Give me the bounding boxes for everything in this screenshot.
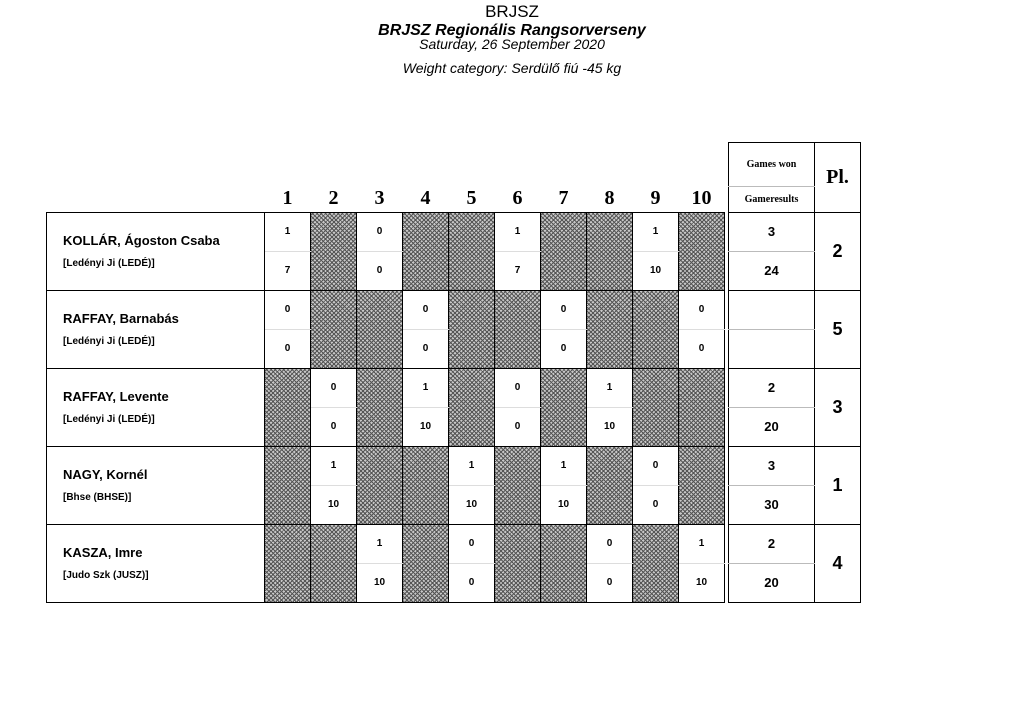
no-match-cell <box>265 368 311 446</box>
player-cell <box>47 524 265 602</box>
no-match-cell <box>679 446 725 524</box>
no-match-cell <box>311 212 357 290</box>
player-row <box>47 524 861 563</box>
player-name: RAFFAY, Barnabás <box>63 311 179 326</box>
match-score-value: 10 <box>587 407 633 446</box>
no-match-cell <box>633 290 679 368</box>
round-header: 10 <box>691 186 712 209</box>
no-match-cell <box>633 524 679 602</box>
match-win-value: 0 <box>495 368 541 407</box>
games-won-value <box>729 290 815 329</box>
match-score-value: 10 <box>311 485 357 524</box>
no-match-cell <box>265 446 311 524</box>
round-header: 3 <box>374 186 385 209</box>
round-header: 1 <box>282 186 293 209</box>
round-header: 4 <box>420 186 431 209</box>
match-win-value: 0 <box>679 290 725 329</box>
match-win-value: 0 <box>357 212 403 251</box>
gameresults-header: Gameresults <box>729 187 815 213</box>
gameresults-value: 24 <box>729 251 815 290</box>
no-match-cell <box>679 212 725 290</box>
match-win-value: 1 <box>633 212 679 251</box>
no-match-cell <box>357 290 403 368</box>
player-cell <box>47 212 265 290</box>
competition-date: Saturday, 26 September 2020 <box>419 36 605 52</box>
player-name: NAGY, Kornél <box>63 467 148 482</box>
games-won-value: 2 <box>729 368 815 407</box>
match-score-value: 0 <box>265 329 311 368</box>
no-match-cell <box>679 368 725 446</box>
player-row <box>47 446 861 485</box>
games-won-value: 2 <box>729 524 815 563</box>
match-win-value: 1 <box>495 212 541 251</box>
gameresults-value: 30 <box>729 485 815 524</box>
no-match-cell <box>541 524 587 602</box>
match-score-value: 10 <box>449 485 495 524</box>
no-match-cell <box>587 446 633 524</box>
player-club: [Ledényi Ji (LEDÉ)] <box>63 336 155 347</box>
player-name: RAFFAY, Levente <box>63 389 169 404</box>
round-header: 8 <box>604 186 615 209</box>
place-value: 1 <box>815 446 861 524</box>
match-win-value: 0 <box>449 524 495 563</box>
player-name: KOLLÁR, Ágoston Csaba <box>63 233 220 248</box>
no-match-cell <box>403 446 449 524</box>
competition-title: BRJSZ Regionális Rangsorverseny <box>378 22 646 39</box>
place-value: 4 <box>815 524 861 602</box>
no-match-cell <box>495 524 541 602</box>
no-match-cell <box>541 368 587 446</box>
no-match-cell <box>587 212 633 290</box>
player-club: [Ledényi Ji (LEDÉ)] <box>63 258 155 269</box>
player-club: [Judo Szk (JUSZ)] <box>63 570 149 581</box>
place-value: 2 <box>815 212 861 290</box>
games-won-value: 3 <box>729 446 815 485</box>
no-match-cell <box>311 290 357 368</box>
player-name: KASZA, Imre <box>63 545 143 560</box>
match-win-value: 1 <box>311 446 357 485</box>
match-win-value: 1 <box>357 524 403 563</box>
match-win-value: 1 <box>541 446 587 485</box>
match-win-value: 0 <box>265 290 311 329</box>
header-spacer <box>265 143 725 187</box>
match-score-value: 10 <box>541 485 587 524</box>
gameresults-value: 20 <box>729 563 815 602</box>
header-spacer <box>47 187 265 213</box>
no-match-cell <box>265 524 311 602</box>
games-won-value: 3 <box>729 212 815 251</box>
player-club: [Ledényi Ji (LEDÉ)] <box>63 414 155 425</box>
match-score-value: 0 <box>403 329 449 368</box>
match-win-value: 1 <box>449 446 495 485</box>
match-win-value: 0 <box>633 446 679 485</box>
weight-category: Weight category: Serdülő fiú -45 kg <box>402 60 622 76</box>
round-header: 7 <box>558 186 569 209</box>
no-match-cell <box>403 212 449 290</box>
no-match-cell <box>587 290 633 368</box>
round-robin-table <box>46 142 861 603</box>
gameresults-value <box>729 329 815 368</box>
player-cell <box>47 368 265 446</box>
match-win-value: 1 <box>265 212 311 251</box>
player-row <box>47 368 861 407</box>
round-header: 2 <box>328 186 339 209</box>
no-match-cell <box>495 290 541 368</box>
no-match-cell <box>541 212 587 290</box>
match-win-value: 1 <box>679 524 725 563</box>
no-match-cell <box>449 290 495 368</box>
match-win-value: 0 <box>311 368 357 407</box>
round-header: 9 <box>650 186 661 209</box>
gameresults-value: 20 <box>729 407 815 446</box>
player-cell <box>47 290 265 368</box>
match-win-value: 1 <box>403 368 449 407</box>
round-header: 6 <box>512 186 523 209</box>
player-club: [Bhse (BHSE)] <box>63 492 132 503</box>
place-value: 3 <box>815 368 861 446</box>
match-win-value: 1 <box>587 368 633 407</box>
match-score-value: 0 <box>449 563 495 602</box>
match-score-value: 0 <box>495 407 541 446</box>
match-score-value: 7 <box>265 251 311 290</box>
match-score-value: 0 <box>541 329 587 368</box>
no-match-cell <box>311 524 357 602</box>
match-score-value: 0 <box>587 563 633 602</box>
match-score-value: 7 <box>495 251 541 290</box>
no-match-cell <box>357 446 403 524</box>
no-match-cell <box>403 524 449 602</box>
match-score-value: 0 <box>679 329 725 368</box>
games-won-header: Games won <box>729 143 815 187</box>
match-score-value: 10 <box>679 563 725 602</box>
place-header: Pl. <box>815 143 861 213</box>
player-row <box>47 212 861 251</box>
match-score-value: 10 <box>357 563 403 602</box>
header-spacer <box>47 143 265 187</box>
no-match-cell <box>449 368 495 446</box>
match-score-value: 10 <box>403 407 449 446</box>
no-match-cell <box>357 368 403 446</box>
match-score-value: 10 <box>633 251 679 290</box>
match-score-value: 0 <box>633 485 679 524</box>
round-header: 5 <box>466 186 477 209</box>
player-cell <box>47 446 265 524</box>
no-match-cell <box>495 446 541 524</box>
organization-name: BRJSZ <box>485 2 539 21</box>
match-win-value: 0 <box>587 524 633 563</box>
match-win-value: 0 <box>403 290 449 329</box>
place-value: 5 <box>815 290 861 368</box>
match-score-value: 0 <box>357 251 403 290</box>
match-win-value: 0 <box>541 290 587 329</box>
match-score-value: 0 <box>311 407 357 446</box>
player-row <box>47 290 861 329</box>
no-match-cell <box>633 368 679 446</box>
no-match-cell <box>449 212 495 290</box>
